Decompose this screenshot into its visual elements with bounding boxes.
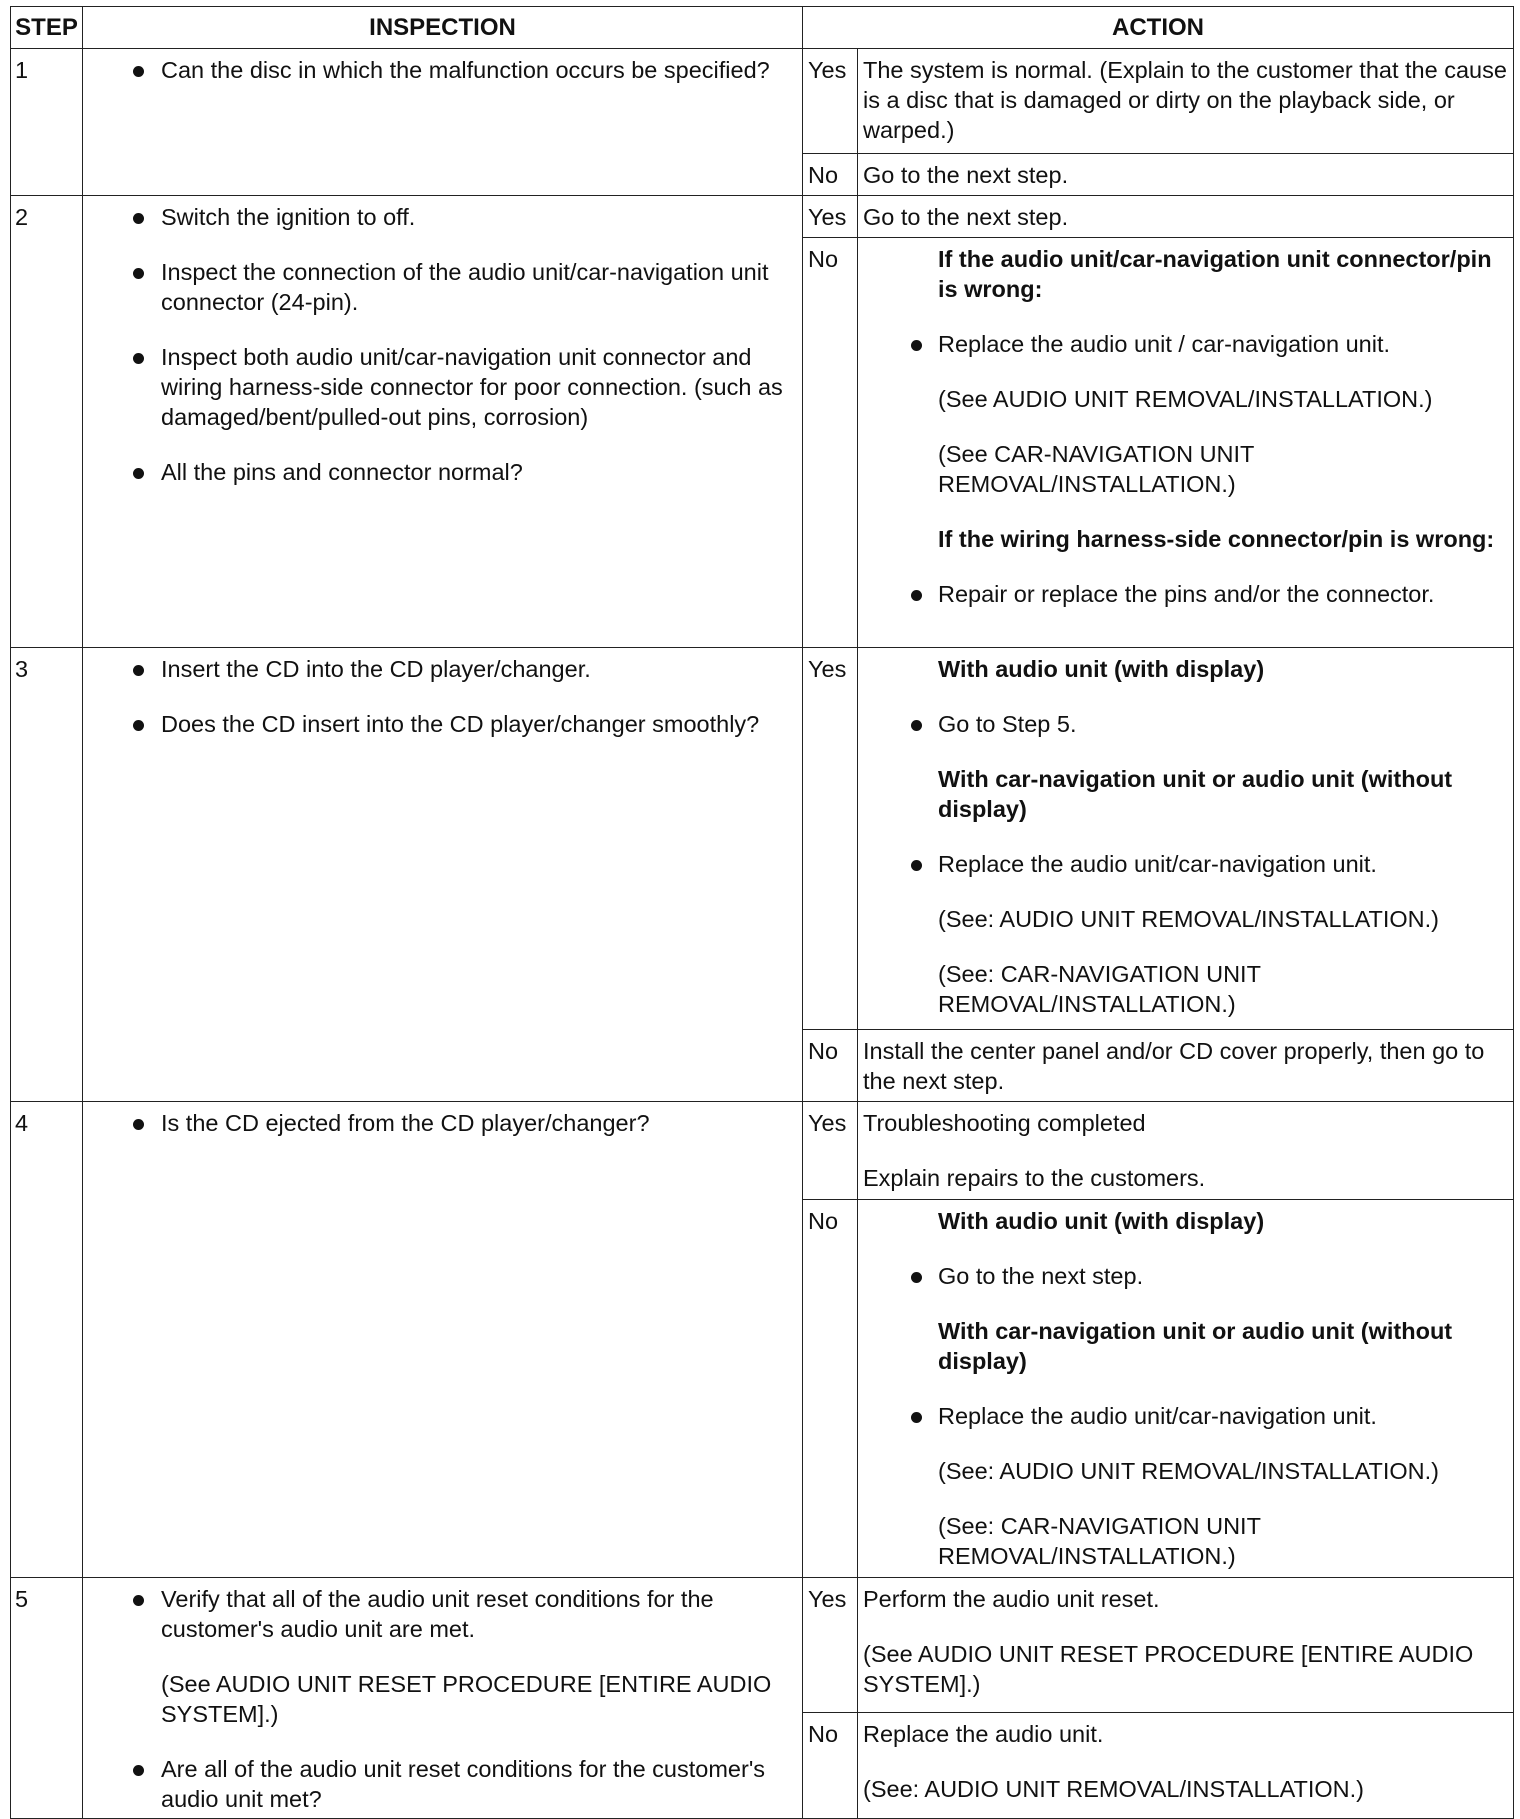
reference-text: (See: CAR-NAVIGATION UNIT REMOVAL/INSTALLATION.) (938, 1513, 1261, 1569)
step-5-yes-action (858, 1578, 1514, 1713)
step-1-row (11, 49, 1514, 154)
bullet-icon (133, 468, 144, 479)
step-number: 5 (11, 1578, 83, 1819)
action-item: Repair or replace the pins and/or the connector. (863, 579, 1507, 609)
reference-text: (See: AUDIO UNIT REMOVAL/INSTALLATION.) (938, 1458, 1440, 1484)
bullet-icon (133, 268, 144, 279)
step-4-no-action (858, 1200, 1514, 1578)
step-4-row (11, 1102, 1514, 1200)
step-3-inspection (83, 648, 803, 1102)
reference-text: (See: CAR-NAVIGATION UNIT REMOVAL/INSTALLATION.) (938, 961, 1261, 1017)
no-label: No (803, 1030, 858, 1102)
action-item: Go to the next step. (863, 1261, 1507, 1291)
inspection-item: Switch the ignition to off. (83, 202, 792, 232)
action-text: Explain repairs to the customers. (863, 1165, 1206, 1191)
yes-label: Yes (803, 1578, 858, 1713)
yes-label: Yes (803, 49, 858, 154)
condition-heading: With audio unit (with display) (938, 656, 1265, 682)
bullet-icon (911, 340, 922, 351)
inspection-item: All the pins and connector normal? (83, 457, 792, 487)
step-3-yes-action (858, 648, 1514, 1030)
bullet-icon (911, 1272, 922, 1283)
step-2-no-action (858, 238, 1514, 648)
reference-text: (See AUDIO UNIT REMOVAL/INSTALLATION.) (938, 386, 1433, 412)
bullet-icon (133, 213, 144, 224)
header-step: STEP (11, 7, 83, 49)
step-number: 4 (11, 1102, 83, 1578)
step-1-no-action: Go to the next step. (858, 154, 1514, 196)
no-label: No (803, 238, 858, 648)
step-5-row (11, 1578, 1514, 1713)
inspection-item: Can the disc in which the malfunction occurs be specified? (83, 55, 792, 85)
inspection-item: Is the CD ejected from the CD player/changer? (83, 1108, 792, 1138)
step-number: 3 (11, 648, 83, 1102)
bullet-icon (133, 1119, 144, 1130)
troubleshooting-table (10, 6, 1514, 1819)
condition-heading: With car-navigation unit or audio unit (without display) (938, 766, 1453, 822)
bullet-icon (133, 66, 144, 77)
condition-heading: If the audio unit/car-navigation unit connector/pin is wrong: (938, 246, 1492, 302)
inspection-item: Inspect the connection of the audio unit/car-navigation unit connector (24-pin). (83, 257, 792, 317)
bullet-icon (133, 1765, 144, 1776)
reference-text: (See AUDIO UNIT RESET PROCEDURE [ENTIRE AUDIO SYSTEM].) (863, 1641, 1474, 1697)
step-1-yes-action: The system is normal. (Explain to the customer that the cause is a disc that is damaged or dirty on the playback side, or warped.) (858, 49, 1514, 154)
no-label: No (803, 1713, 858, 1819)
yes-label: Yes (803, 1102, 858, 1200)
troubleshooting-document (10, 6, 1513, 1811)
bullet-icon (911, 1412, 922, 1423)
bullet-icon (911, 720, 922, 731)
condition-heading: With car-navigation unit or audio unit (without display) (938, 1318, 1453, 1374)
no-label: No (803, 1200, 858, 1578)
action-text: Replace the audio unit. (863, 1721, 1104, 1747)
bullet-icon (911, 860, 922, 871)
inspection-item: Does the CD insert into the CD player/changer smoothly? (83, 709, 792, 739)
bullet-icon (133, 665, 144, 676)
reference-text: (See: AUDIO UNIT REMOVAL/INSTALLATION.) (938, 906, 1440, 932)
bullet-icon (133, 720, 144, 731)
reference-text: (See: AUDIO UNIT REMOVAL/INSTALLATION.) (863, 1776, 1365, 1802)
bullet-icon (133, 1595, 144, 1606)
inspection-item: Are all of the audio unit reset conditions for the customer's audio unit met? (83, 1754, 792, 1814)
step-4-inspection (83, 1102, 803, 1578)
no-label: No (803, 154, 858, 196)
step-3-no-action: Install the center panel and/or CD cover properly, then go to the next step. (858, 1030, 1514, 1102)
action-item: Replace the audio unit / car-navigation unit. (863, 329, 1507, 359)
yes-label: Yes (803, 196, 858, 238)
action-item: Replace the audio unit/car-navigation unit. (863, 1401, 1507, 1431)
step-2-row (11, 196, 1514, 238)
action-item: Go to Step 5. (863, 709, 1507, 739)
step-2-inspection (83, 196, 803, 648)
step-1-inspection (83, 49, 803, 196)
step-5-no-action (858, 1713, 1514, 1819)
condition-heading: With audio unit (with display) (938, 1208, 1265, 1234)
action-text: Troubleshooting completed (863, 1110, 1146, 1136)
reference-text: (See AUDIO UNIT RESET PROCEDURE [ENTIRE AUDIO SYSTEM].) (161, 1671, 772, 1727)
step-2-yes-action: Go to the next step. (858, 196, 1514, 238)
step-5-inspection (83, 1578, 803, 1819)
table-header-row (11, 7, 1514, 49)
inspection-item: Verify that all of the audio unit reset conditions for the customer's audio unit are met. (83, 1584, 792, 1644)
step-4-yes-action (858, 1102, 1514, 1200)
bullet-icon (911, 590, 922, 601)
inspection-item: Inspect both audio unit/car-navigation unit connector and wiring harness-side connector for poor connection. (such as damaged/bent/pulled-out pins, corrosion) (83, 342, 792, 432)
step-number: 2 (11, 196, 83, 648)
header-action: ACTION (803, 7, 1514, 49)
step-3-row (11, 648, 1514, 1030)
header-inspection: INSPECTION (83, 7, 803, 49)
action-item: Replace the audio unit/car-navigation unit. (863, 849, 1507, 879)
bullet-icon (133, 353, 144, 364)
action-text: Perform the audio unit reset. (863, 1586, 1160, 1612)
step-number: 1 (11, 49, 83, 196)
yes-label: Yes (803, 648, 858, 1030)
reference-text: (See CAR-NAVIGATION UNIT REMOVAL/INSTALLATION.) (938, 441, 1254, 497)
condition-heading: If the wiring harness-side connector/pin is wrong: (938, 526, 1495, 552)
inspection-item: Insert the CD into the CD player/changer. (83, 654, 792, 684)
